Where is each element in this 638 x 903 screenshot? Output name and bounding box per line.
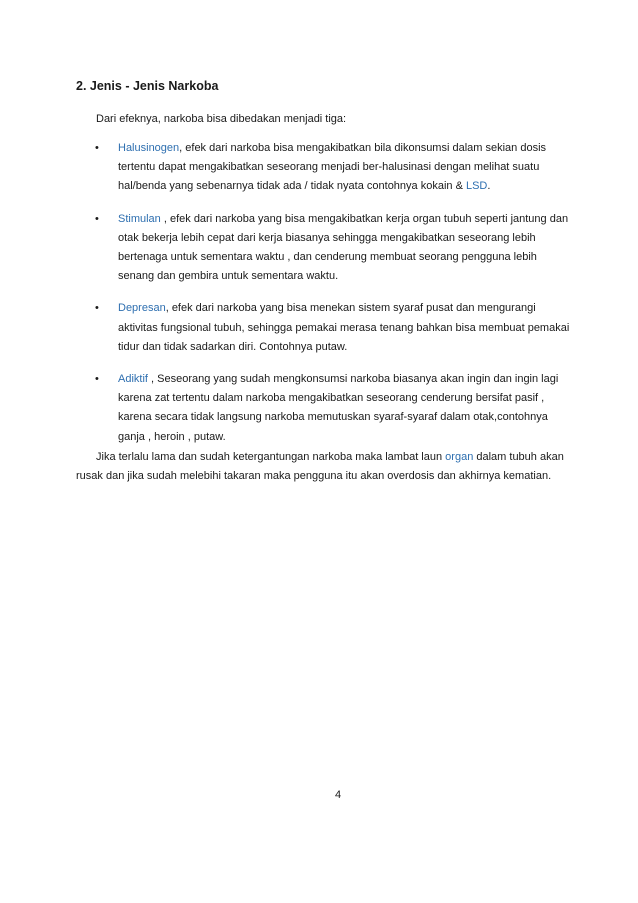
item-text: , efek dari narkoba bisa mengakibatkan bila dikonsumsi dalam sekian dosis tertentu dapat mengakibatkan seseorang menjadi ber-halusinasi dengan melihat suatu hal/benda yang sebenarnya tidak ada / tidak nyata contohnya kokain &: [118, 142, 547, 193]
term-link-stimulan[interactable]: Stimulan: [118, 212, 161, 225]
section-heading: 2. Jenis - Jenis Narkoba: [76, 79, 219, 93]
bullet-icon: •: [95, 302, 99, 315]
list-item: [94, 139, 570, 197]
bullet-icon: •: [95, 212, 99, 225]
term-link-organ[interactable]: organ: [445, 451, 474, 463]
term-link-halusinogen[interactable]: Halusinogen: [118, 142, 180, 154]
bullet-icon: •: [95, 142, 99, 154]
list-item: [94, 299, 570, 357]
closing-text-end: dalam tubuh akan rusak dan jika sudah melebihi takaran maka pengguna itu akan overdosis dan akhirnya kematian.: [76, 451, 564, 483]
closing-text-start: Jika terlalu lama dan sudah ketergantungan narkoba maka lambat laun: [96, 451, 446, 463]
item-text: , efek dari narkoba yang bisa mengakibatkan kerja organ tubuh seperti jantung dan otak bekerja lebih cepat dari kerja biasanya sehingga mengakibatkan seseorang lebih bertenaga untuk sementara waktu , dan cenderung membuat seorang pengguna lebih senang dan gembira untuk sementara waktu.: [118, 212, 569, 283]
bullet-icon: •: [95, 373, 99, 386]
item-text: , efek dari narkoba yang bisa menekan sistem syaraf pusat dan mengurangi aktivitas fungsional tubuh, sehingga pemakai merasa tenang bahkan bisa membuat pemakai tidur dan tidak sadarkan diri. Contohnya putaw.: [118, 302, 570, 353]
intro-paragraph: Dari efeknya, narkoba bisa dibedakan menjadi tiga:: [96, 113, 347, 125]
page-number: 4: [335, 789, 342, 801]
term-link-depresan[interactable]: Depresan: [118, 302, 166, 315]
term-link-lsd[interactable]: LSD: [465, 180, 488, 193]
list-item: [94, 210, 570, 287]
item-text: , Seseorang yang sudah mengkonsumsi narkoba biasanya akan ingin dan ingin lagi karena zat tertentu dalam narkoba mengakibatkan seseorang cenderung bersifat pasif , karena secara tidak langsung narkoba memutuskan syaraf-syaraf dalam otak,contohnya ganja , heroin , putaw.: [118, 373, 559, 443]
item-tail: .: [487, 180, 491, 193]
term-link-adiktif[interactable]: Adiktif: [118, 373, 148, 386]
effects-list: [94, 139, 570, 460]
closing-paragraph: [76, 448, 568, 486]
list-item: [94, 370, 570, 447]
